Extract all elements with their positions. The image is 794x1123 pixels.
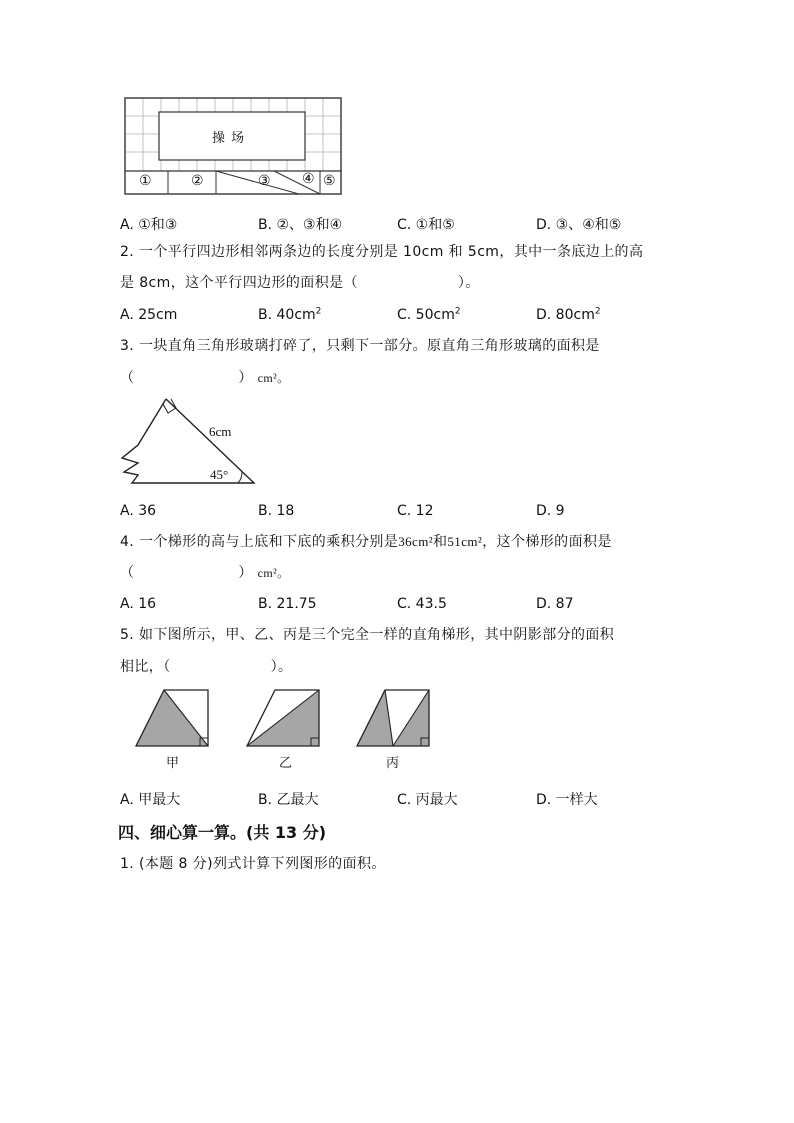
q1-option-d[interactable]: D. ③、④和⑤ bbox=[536, 217, 622, 233]
q4-text-line1 bbox=[120, 535, 612, 549]
q3-text-line2-a: （ bbox=[120, 370, 135, 386]
q2-option-b[interactable] bbox=[258, 307, 321, 323]
q2-text-line1: 2. 一个平行四边形相邻两条边的长度分别是 10cm 和 5cm，其中一条底边上的高 bbox=[120, 244, 644, 260]
q2-option-c-sup: 2 bbox=[454, 306, 461, 317]
q4-value-2: 51cm² bbox=[447, 534, 483, 549]
angle-arc bbox=[238, 472, 242, 483]
q5-text-line1: 5. 如下图所示，甲、乙、丙是三个完全一样的直角梯形，其中阴影部分的面积 bbox=[120, 627, 615, 643]
segment-3: ③ bbox=[258, 174, 271, 189]
angle-label: 45° bbox=[210, 467, 229, 482]
q1-option-c[interactable]: C. ①和⑤ bbox=[397, 217, 455, 233]
figure-label-yi: 乙 bbox=[279, 756, 293, 771]
q1-option-b[interactable]: B. ②、③和④ bbox=[258, 217, 343, 233]
section-4-question-1: 1. (本题 8 分)列式计算下列图形的面积。 bbox=[120, 856, 386, 872]
q2-option-a-text: A. 25cm bbox=[120, 307, 178, 323]
q3-option-a[interactable]: A. 36 bbox=[120, 503, 157, 519]
q4-option-b[interactable]: B. 21.75 bbox=[258, 596, 317, 612]
trapezoid-yi bbox=[245, 688, 321, 748]
q4-option-d[interactable]: D. 87 bbox=[536, 596, 574, 612]
q3-text-line2-b: ） bbox=[238, 370, 253, 386]
q2-text-line2 bbox=[120, 276, 480, 290]
q2-option-b-text: B. 40cm bbox=[258, 307, 316, 323]
shaded-region-bing-left bbox=[357, 690, 393, 746]
q2-option-d-text: D. 80cm bbox=[536, 307, 595, 323]
q3-option-b[interactable]: B. 18 bbox=[258, 503, 295, 519]
q4-text-line2 bbox=[120, 566, 290, 580]
playground-label: 操 场 bbox=[212, 131, 246, 146]
segment-4: ④ bbox=[302, 172, 315, 187]
q3-option-c[interactable]: C. 12 bbox=[397, 503, 434, 519]
segment-5: ⑤ bbox=[323, 174, 336, 189]
q5-text-line2-b: ）。 bbox=[270, 659, 293, 675]
section-4-heading: 四、细心算一算。(共 13 分) bbox=[118, 823, 327, 842]
triangle-outline bbox=[122, 399, 254, 483]
q1-option-a[interactable]: A. ①和③ bbox=[120, 217, 178, 233]
q4-text-line1-a: 4. 一个梯形的高与上底和下底的乘积分别是 bbox=[120, 534, 399, 550]
q5-option-a[interactable]: A. 甲最大 bbox=[120, 792, 181, 808]
q4-text-line2-b: ） bbox=[238, 565, 253, 581]
trapezoid-jia bbox=[134, 688, 210, 748]
q2-option-d-sup: 2 bbox=[594, 306, 601, 317]
side-length-label: 6cm bbox=[209, 424, 232, 439]
q5-option-b[interactable]: B. 乙最大 bbox=[258, 792, 319, 808]
q4-unit: cm²。 bbox=[257, 566, 290, 580]
q2-option-d[interactable] bbox=[536, 307, 601, 323]
broken-triangle-figure bbox=[118, 395, 260, 487]
q4-text-line2-a: （ bbox=[120, 565, 135, 581]
q2-option-c-text: C. 50cm bbox=[397, 307, 455, 323]
q2-text-line2-b: ）。 bbox=[457, 275, 480, 291]
q2-text-line2-a: 是 8cm，这个平行四边形的面积是（ bbox=[120, 275, 358, 291]
trapezoid-bing bbox=[355, 688, 431, 748]
q3-unit: cm²。 bbox=[257, 371, 290, 385]
q3-text-line2 bbox=[120, 371, 290, 385]
q5-text-line2-a: 相比，（ bbox=[120, 659, 171, 675]
q3-option-d[interactable]: D. 9 bbox=[536, 503, 565, 519]
figure-label-bing: 丙 bbox=[386, 756, 400, 771]
q5-option-d[interactable]: D. 一样大 bbox=[536, 792, 598, 808]
shaded-region-jia bbox=[136, 690, 208, 746]
q3-text-line1: 3. 一块直角三角形玻璃打碎了，只剩下一部分。原直角三角形玻璃的面积是 bbox=[120, 338, 600, 354]
q5-text-line2 bbox=[120, 660, 292, 674]
q4-value-1: 36cm² bbox=[398, 534, 433, 549]
q4-text-line1-b: 和 bbox=[433, 534, 448, 550]
q2-option-a[interactable] bbox=[120, 307, 177, 323]
q4-option-a[interactable]: A. 16 bbox=[120, 596, 157, 612]
figure-label-jia: 甲 bbox=[166, 756, 180, 771]
q2-option-b-sup: 2 bbox=[315, 306, 322, 317]
q4-option-c[interactable]: C. 43.5 bbox=[397, 596, 447, 612]
q5-option-c[interactable]: C. 丙最大 bbox=[397, 792, 458, 808]
q2-option-c[interactable] bbox=[397, 307, 461, 323]
q4-text-line1-c: ，这个梯形的面积是 bbox=[482, 534, 612, 550]
segment-1: ① bbox=[139, 174, 152, 189]
segment-2: ② bbox=[191, 174, 204, 189]
